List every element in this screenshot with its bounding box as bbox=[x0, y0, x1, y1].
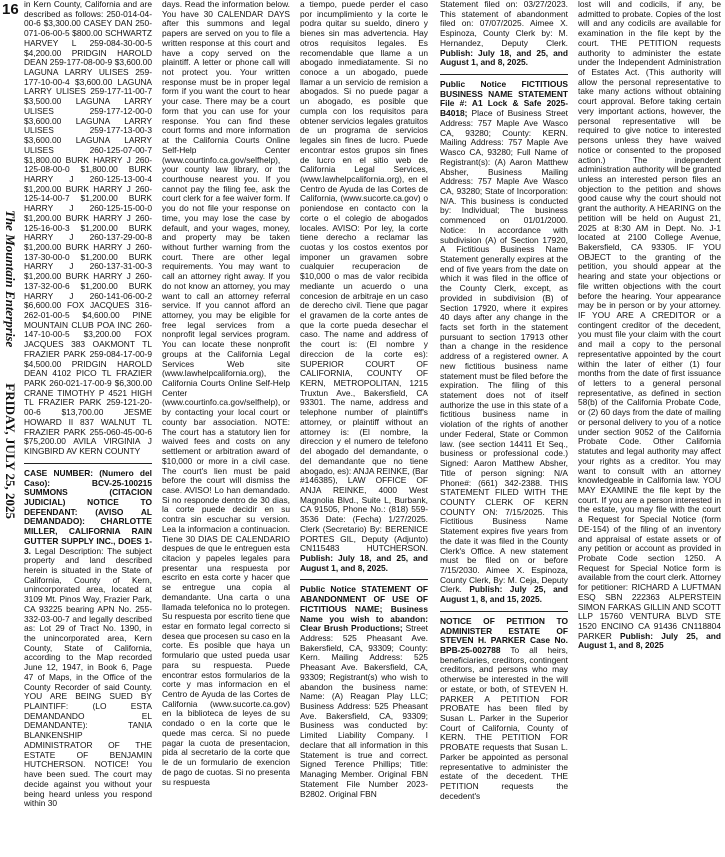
abandonment-end-body: Statement filed on: 03/27/2023. This statement of abandonment filed on: 07/07/2025. Aimee X. Espinoza, County Clerk by: M. Hernandez, Deputy Clerk. bbox=[440, 0, 568, 48]
side-folio bbox=[2, 210, 18, 650]
column-5 bbox=[578, 0, 721, 857]
abandonment-body: Street Address: 525 Pheasant Ave. Bakersfield, CA, 93309; County: Kern. Mailing Address: 525 Pheasant Ave. Bakersfield, CA, 93309; Registrant(s) who wish to abandon the business name: Name: (A) Reagan Play LLC; Business Address: 525 Pheasant Ave. Bakersfield, CA, 93309; Business was conducted by: Limited Liability Company. I declare that all information in this Statement is true and correct. Signed Terence Phillips; Title: Managing Member. Original FBN Statement File Number 2023-B2802. Original FBN bbox=[300, 623, 428, 799]
issue-date: FRIDAY, JULY 25, 2025 bbox=[3, 383, 18, 519]
summons-continued: days. Read the information below. You have 30 CALENDAR DAYS after this summons and legal papers are served on you to file a written response at this court and have a copy served on the plaintiff. A letter or phone call will not protect you. Your written response must be in proper legal form if you want the court to hear your case. There may be a court form that you can use for your response. You can find these court forms and more information at the California Courts Online Self-Help Center (www.courtinfo.ca.gov/selfhelp), your county law library, or the courthouse nearest you. If you cannot pay the filing fee, ask the court clerk for a fee waiver form. If you do not file your response on time, you may lose the case by default, and your wages, money, and property may be taken without further warning from the court. There are other legal requirements. You may want to call an attorney right away. If you do not know an attorney, you may want to call an attorney referral service. If you cannot afford an attorney, you may be eligible for free legal services from a nonprofit legal services program. You can locate these nonprofit groups at the California Legal Services Web site (www.lawhelpcalifornia.org), the California Courts Online Self-Help Center (www.courtinfo.ca.gov/selfhelp), or by contacting your local court or county bar association. NOTE: The court has a statutory lien for waived fees and costs on any settlement or arbitration award of $10,000 or more in a civil case. The court's lien must be paid before the court will dismiss the case. AVISO! Lo han demandado. Si no responde dentro de 30 dias, la corte puede decidir en su contra sin escuchar su version. Lea la informacion a continuacion. Tiene 30 DIAS DE CALENDARIO despues de que le entreguen esta citacion y papeles legales para presentar una respuesta por escrito en esta corte y hacer que se entregue una copia al demandante. Una carta o una llamada telefonica no lo protegen. Su respuesta por escrito tiene que estar en formato legal correcto si desea que procesen su caso en la corte. Es posible que haya un formulario que usted pueda usar para su respuesta. Puede encontrar estos formularios de la corte y mas informacion en el Centro de Ayuda de las Cortes de California (www.sucorte.ca.gov) en la biblioteca de leyes de su condado o en la corte que le quede mas cerca. Si no puede pagar la cuota de presentacion, pida al secretario de la corte que le de un formulario de exencion de pago de cuotas. Si no presenta su respuesta bbox=[162, 0, 290, 787]
summons-body: Legal Description: The subject property and land described herein is situated in the State of California, County of Kern, unincorporated area, located at 3109 Mt. Pinos Way, Frazier Park, CA 93225 bearing APN No. 255-332-03-00-7 and legally described as: Lot 29 of Tract No. 1390, in the unincorporated area, Kern County, State of California, according to the Map recorded June 12, 1947, in Book 6, Page 47 of Maps, in the Office of the County Recorder of said County. YOU ARE BEING SUED BY PLAINTIFF: (LO ESTA DEMANDANDO EL DEMANDANTE): TANIA BLANKENSHIP ADMINISTRATOR OF THE ESTATE OF BENJAMIN HUTCHERSON. NOTICE! You have been sued. The court may decide against you without your being heard unless you respond within 30 bbox=[24, 545, 152, 809]
probate-notice bbox=[440, 617, 568, 802]
probate-heading: NOTICE OF PETITION TO ADMINISTER ESTATE OF STEVEN H. PARKER Case No. BPB-25-002788 bbox=[440, 615, 568, 655]
notice-divider bbox=[300, 579, 428, 580]
summons-publish-dates: Publish: July 18, and 25, and August 1, and 8, 2025. bbox=[300, 552, 428, 573]
summons-notice bbox=[24, 469, 152, 809]
column-4 bbox=[440, 0, 568, 857]
fbn-publish-dates: Publish: July 25, and August 1, 8, and 15, 2025. bbox=[440, 584, 568, 605]
publication-name: The Mountain Enterprise bbox=[3, 210, 18, 348]
probate-body: To all heirs, beneficiaries, creditors, contingent creditors, and persons who may otherwise be interested in the will or estate, or both, of STEVEN H. PARKER A PETITION FOR PROBATE has been filed by Susan L. Parker in the Superior Court of California, County of KERN. THE PETITION FOR PROBATE requests that Susan L. Parker be appointed as personal representative to administer the estate of the decedent. THE PETITION requests the decedent's bbox=[440, 645, 568, 801]
probate-continued bbox=[578, 0, 721, 651]
column-2 bbox=[162, 0, 290, 857]
notice-columns bbox=[24, 0, 723, 857]
abandonment-notice bbox=[300, 585, 428, 799]
abandonment-heading: Public Notice STATEMENT OF ABANDONMENT OF USE OF FICTITIOUS NAME; Business Name you wish to abandon: Clear Brush Productions; bbox=[300, 584, 428, 634]
summons-heading: CASE NUMBER: (Numero del Caso): BCV-25-100215 SUMMONS (CITACION JUDICIAL) NOTICE TO DEFENDANT: (AVISO AL DEMANDADO): CHARLOTTE MILLER, CALIFORNIA RAIN GUTTER SUPPLY INC., DOES 1-3. bbox=[24, 467, 152, 556]
notice-divider bbox=[440, 611, 568, 612]
probate-continued-body: lost will and codicils, if any, be admitted to probate. Copies of the lost will and any codicils are available for examination in the file kept by the court. THE PETITION requests authority to administer the estate under the Independent Administration of Estates Act. (This authority will allow the personal representative to take many actions without obtaining court approval. Before taking certain very important actions, however, the personal representative will be required to give notice to interested persons unless they have waived notice or consented to the proposed action.) The independent administration authority will be granted unless an interested person files an objection to the petition and shows good cause why the court should not grant the authority. A HEARING on the petition will be held on August 21, 2025 at 8:30 AM in Dept. No. J-1 located at 2100 College Avenue, Bakersfield, CA 93305. IF YOU OBJECT to the granting of the petition, you should appear at the hearing and state your objections or file written objections with the court before the hearing. Your appearance may be in person or by your attorney. IF YOU ARE A CREDITOR or a contingent creditor of the decedent, you must file your claim with the court and mail a copy to the personal representative appointed by the court within the later of either (1) four months from the date of first issuance of letters to a general personal representative, as defined in section 58(b) of the California Probate Code, or (2) 60 days from the date of mailing or personal delivery to you of a notice under section 9052 of the California Probate Code. Other California statutes and legal authority may affect your rights as a creditor. You may want to consult with an attorney knowledgeable in California law. YOU MAY EXAMINE the file kept by the court. If you are a person interested in the estate, you may file with the court a Request for Special Notice (form DE-154) of the filing of an inventory and appraisal of estate assets or of any petition or account as provided in Probate Code section 1250. A Request for Special Notice form is available from the court clerk. Attorney for petitioner: RICHARD A LUFTMAN ESQ SBN 222363 ALPERSTEIN SIMON FARKAS GILLIN AND SCOTT LLP 15760 VENTURA BLVD STE 1520 ENCINO CA 91436 CN118804 PARKER bbox=[578, 0, 721, 641]
probate-publish-dates: Publish: July 25, and August 1, and 8, 2025 bbox=[578, 630, 721, 651]
fbn-notice bbox=[440, 80, 568, 605]
notice-divider bbox=[24, 463, 152, 464]
notice-divider bbox=[440, 74, 568, 75]
page-number: 16 bbox=[2, 1, 19, 18]
column-1 bbox=[24, 0, 152, 857]
column-3 bbox=[300, 0, 428, 857]
tax-sale-list: in Kern County, California and are described as follows: 250-014-04-00-6 $3,300.00 CASEY DAN 250-071-06-00-5 $800.00 SCHWARTZ HARVEY L 259-084-30-00-5 $4,200.00 PRIDGIN HAROLD DEAN 259-177-08-00-9 $3,600.00 LAGUNA LARRY ULISES 259-177-10-00-4 $3,600.00 LAGUNA LARRY ULISES 259-177-11-00-7 $3,500.00 LAGUNA LARRY ULISES 259-177-12-00-0 $3,600.00 LAGUNA LARRY ULISES 259-177-13-00-3 $3,600.00 LAGUNA LARRY ULISES 260-125-07-00-7 $1,800.00 BURK HARRY J 260-125-08-00-0 $1,800.00 BURK HARRY J 260-125-13-00-4 $1,200.00 BURK HARRY J 260-125-14-00-7 $1,200.00 BURK HARRY J 260-125-15-00-0 $1,200.00 BURK HARRY J 260-125-16-00-3 $1,200.00 BURK HARRY J 260-137-29-00-8 $1,200.00 BURK HARRY J 260-137-30-00-0 $1,200.00 BURK HARRY J 260-137-31-00-3 $1,200.00 BURK HARRY J 260-137-32-00-6 $1,200.00 BURK HARRY J 260-141-06-00-2 $6,600.00 FOX JACQUES 316-262-01-00-5 $4,600.00 PINE MOUNTAIN CLUB POA INC 260-147-10-00-5 $3,200.00 FOX JACQUES 383 OAKMONT TL FRAZIER PARK 259-084-17-00-9 $4,500.00 PRIDGIN HAROLD DEAN 4102 PICO TL FRAZIER PARK 260-021-17-00-9 $6,300.00 CRANE TIMOTHY P 4521 HIGH TL FRAZIER PARK 259-121-20-00-6 $13,700.00 JESME HOWARD II 837 WALNUT TL FRAZIER PARK 255-060-45-00-6 $75,200.00 AVILA VIRGINIA J KINGBIRD AV KERN COUNTY bbox=[24, 0, 152, 457]
summons-end-body: a tiempo, puede perder el caso por incumplimiento y la corte le podra quitar su sueldo, dinero y bienes sin mas advertencia. Hay otros requisitos legales. Es recomendable que llame a un abogado inmediatamente. Si no conoce a un abogado, puede llamar a un servicio de remision a abogados. Si no puede pagar a un abogado, es posible que cumpla con los requisitos para obtener servicios legales gratuitos de un programa de servicios legales sin fines de lucro. Puede encontrar estos grupos sin fines de lucro en el sitio web de California Legal Services, (www.lawhelpcalifornia.org), en el Centro de Ayuda de las Cortes de California, (www.sucorte.ca.gov) o poniendose en contacto con la corte o el colegio de abogados locales. AVISO: Por ley, la corte tiene derecho a reclamar las cuotas y los costos exentos por imponer un gravamen sobre cualquier recuperacion de $10,000 o mas de valor recibida mediante un acuerdo o una concesion de arbitraje en un caso de derecho civil. Tiene que pagar el gravamen de la corte antes de que la corte pueda desechar el caso. The name and address of the court is: (El nombre y direccion de la corte es): SUPERIOR COURT OF CALIFORNIA, COUNTY OF KERN, METROPOLITAN, 1215 Truxtun Ave., Bakersfield, CA 93301. The name, address and telephone number of plaintiff's attorney, or plaintiff without an attorney is: (El nombre, la direccion y el numero de telefono del abogado del demandante, o del demandante que no tiene abogado, es): ANJA REINKE, (Bar #146385), LAW OFFICE OF ANJA REINKE, 4000 West Magnolia Blvd., Suite L, Burbank, CA 91505, Phone No.: (818) 559-3536 Date: (Fecha) 1/27/2025. Clerk (Secretario) By: BERENICE PORTES GIL, Deputy (Adjunto) CN115483 HUTCHERSON. bbox=[300, 0, 428, 554]
abandonment-end bbox=[440, 0, 568, 68]
fbn-heading: Public Notice FICTITIOUS BUSINESS NAME STATEMENT File #: A1 Lock & Safe 2025-B4018; bbox=[440, 79, 568, 119]
summons-end bbox=[300, 0, 428, 573]
fbn-body: Place of Business Street Address: 757 Maple Ave Wasco CA, 93280; County: KERN. Mailing Address: 757 Maple Ave Wasco CA, 93280; Full Name of Registrant(s): (A) Aaron Matthew Absher, Business Mailing Address: 757 Maple Ave Wasco CA, 93280; State of Incorporation: N/A. This business is conducted by: Individual; The business commenced on 01/01/2000. Notice: In accordance with subdivision (A) of Section 17920, A Fictitious Business Name Statement generally expires at the end of five years from the date on which it was filed in the office of the County Clerk, except, as provided in subdivision (B) of Section 17920, where it expires 40 days after any change in the facts set forth in the statement pursuant to section 17913 other than a change in the residence address of a registered owner. A new fictitious business name statement must be filed before the expiration. The filing of this statement does not of itself authorize the use in this state of a fictitious business name in violation of the rights of another under Federal, State or Common law. (see section 14411 Et Seq., business or professional code.) Signed: Aaron Matthew Absher, Title of person signing: N/A Phone#: (661) 342-2388. THIS STATEMENT FILED WITH THE COUNTY CLERK OF KERN COUNTY ON: 7/15/2025. This Fictitious Business Name Statement expires five years from the date it was filed in the County Clerk's Office. A new statement must be filed on or before 7/15/2030. Aimee X. Espinoza, County Clerk, By: M. Ceja, Deputy Clerk. bbox=[440, 108, 568, 595]
abandonment-publish-dates: Publish: July 18, and 25, and August 1, and 8, 2025. bbox=[440, 47, 568, 68]
